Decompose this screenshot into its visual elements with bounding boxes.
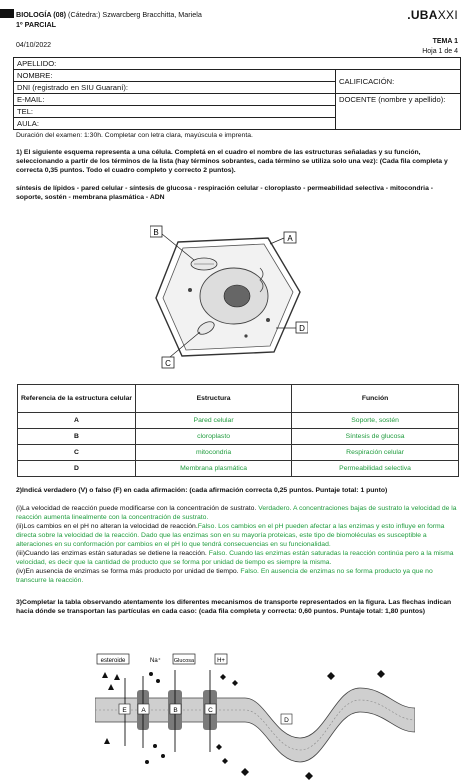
- proton-label: H+: [217, 658, 225, 664]
- student-info-table: [13, 57, 461, 130]
- exam-subtitle: 1º PARCIAL: [16, 20, 57, 29]
- label-b: B: [153, 228, 159, 237]
- table-row: [18, 461, 459, 477]
- nucleolus: [224, 285, 250, 307]
- row-ref: D: [18, 461, 136, 477]
- q2-statement: (ii)Los cambios en el pH no alteran la velocidad de reacción.: [16, 523, 198, 530]
- proton-particle: [232, 680, 238, 686]
- table-header-row: [18, 385, 459, 413]
- exam-date: 04/10/2022: [16, 42, 52, 49]
- row-ref: A: [18, 413, 136, 429]
- diamond-particle: [305, 772, 313, 780]
- sodium-particle: [161, 754, 165, 758]
- dni-field[interactable]: DNI (registrado en SIU Guaraní):: [14, 82, 336, 94]
- header-redaction-bar: [0, 9, 14, 18]
- diamond-particle: [241, 768, 249, 776]
- proton-particle: [216, 744, 222, 750]
- sodium-particle: [156, 679, 160, 683]
- label-e: E: [122, 707, 127, 714]
- q2-answer[interactable]: Verdadero. A concentraciones bajas de sustrato la velocidad de la reacción aumenta linealmente con la concentración de sustrato.: [16, 505, 457, 521]
- logo-suffix: XXI: [437, 8, 458, 22]
- email-field[interactable]: E-MAIL:: [14, 94, 336, 106]
- page-counter: Hoja 1 de 4: [422, 48, 458, 55]
- q3-prompt: 3)Completar la tabla observando atentamente los diferentes mecanismos de transporte representados en la figura. Las flechas indican hacia dónde se transportan las partículas en cada caso: (cada fila completa y correcta: 0,60 puntos. Puntaje total: 1,80 puntos): [16, 599, 452, 615]
- q1-terms: síntesis de lípidos - pared celular - síntesis de glucosa - respiración celular - cloroplasto - permeabilidad selectiva - mitocondria - soporte, sostén - membrana plasmática - ADN: [16, 185, 433, 201]
- table-row: [18, 413, 459, 429]
- diamond-particle: [327, 672, 335, 680]
- q1-answer-table: [17, 384, 459, 477]
- tel-field[interactable]: TEL:: [14, 106, 336, 118]
- sodium-particle: [149, 672, 153, 676]
- nombre-field[interactable]: NOMBRE:: [14, 70, 336, 82]
- sodium-particle: [153, 744, 157, 748]
- label-d: D: [284, 717, 289, 724]
- q2-items: [16, 504, 461, 585]
- label-a: A: [287, 234, 293, 243]
- vesicle: [188, 288, 192, 292]
- particles-top: [102, 670, 385, 690]
- steroid-particle: [114, 674, 120, 680]
- diamond-particle: [377, 670, 385, 678]
- course-name: BIOLOGÍA (08): [16, 10, 67, 19]
- plant-cell-diagram: [150, 220, 308, 370]
- steroid-particle: [108, 684, 114, 690]
- row-structure[interactable]: Pared celular: [136, 413, 292, 429]
- label-b: B: [173, 707, 178, 714]
- esteroide-label: esteroide: [100, 658, 126, 664]
- proton-particle: [220, 674, 226, 680]
- q1-prompt: 1) El siguiente esquema representa a una célula. Completá en el cuadro el nombre de las estructuras señaladas y su función, seleccionando a partir de los términos de la lista (hay términos sobrantes, cada término se utiliza solo una vez): (Cada fila completa y correcta 0,35 puntos. Todo el cuadro completo y correcto 2 puntos).: [16, 149, 448, 174]
- logo-main: .UBA: [407, 8, 438, 22]
- label-d: D: [299, 324, 305, 333]
- label-c: C: [208, 707, 213, 714]
- tema-block: [422, 37, 458, 57]
- row-ref: C: [18, 445, 136, 461]
- vesicle: [244, 334, 247, 337]
- steroid-particle: [102, 672, 108, 678]
- q2-item: [16, 549, 461, 567]
- sodium-label: Na⁺: [150, 658, 161, 664]
- aula-field[interactable]: AULA:: [14, 118, 336, 130]
- exam-instructions: Duración del examen: 1:30h. Completar con letra clara, mayúscula e imprenta.: [16, 132, 253, 139]
- q2-statement: (iv)En ausencia de enzimas se forma más producto por unidad de tiempo.: [16, 568, 241, 575]
- proton-particle: [222, 758, 228, 764]
- apellido-field[interactable]: APELLIDO:: [14, 58, 461, 70]
- docente-field: DOCENTE (nombre y apellido):: [336, 94, 461, 130]
- header-function: Función: [292, 385, 459, 413]
- q2-answer[interactable]: Falso. Cuando las enzimas están saturadas la reacción continúa pero a la misma velocidad, es decir que la cantidad de producto que se forma por unidad de tiempo es siempre la misma.: [16, 550, 454, 566]
- q2-statement: (iii)Cuando las enzimas están saturadas se detiene la reacción.: [16, 550, 209, 557]
- glucosa-label: Glucosa: [173, 658, 195, 664]
- steroid-particle: [104, 738, 110, 744]
- chair-name: (Cátedra:) Szwarcberg Bracchitta, Mariela: [66, 10, 202, 19]
- row-function[interactable]: Permeabilidad selectiva: [292, 461, 459, 477]
- header-reference: Referencia de la estructura celular: [18, 385, 136, 413]
- vesicle: [266, 318, 270, 322]
- q2-answer[interactable]: Falso. Los cambios en el pH pueden afectar a las enzimas y esto influye en forma directa sobre la velocidad de la reacción. Dado que las enzimas son en su mayoría proteicas, este tipo de biomoléculas es susceptible a alteraciones en su conformación por cambios en el pH lo que tendrá consecuencias en su funcionalidad.: [16, 523, 445, 548]
- row-function[interactable]: Soporte, sostén: [292, 413, 459, 429]
- q2-statement: (i)La velocidad de reacción puede modificarse con la concentración de sustrato.: [16, 505, 259, 512]
- tema-label: TEMA 1: [432, 38, 458, 45]
- q2-item: [16, 522, 461, 549]
- row-structure[interactable]: Membrana plasmática: [136, 461, 292, 477]
- table-row: [18, 429, 459, 445]
- q2-item: [16, 504, 461, 522]
- pointer-a: [270, 238, 284, 244]
- uba-logo: [407, 8, 458, 22]
- table-row: [18, 445, 459, 461]
- q2-item: [16, 567, 461, 585]
- row-function[interactable]: Síntesis de glucosa: [292, 429, 459, 445]
- row-structure[interactable]: mitocondria: [136, 445, 292, 461]
- membrane-transport-diagram: [95, 648, 415, 780]
- label-c: C: [165, 359, 171, 368]
- course-title: [16, 10, 202, 19]
- row-ref: B: [18, 429, 136, 445]
- q2-prompt: 2)Indicá verdadero (V) o falso (F) en cada afirmación: (cada afirmación correcta 0,25 puntos. Puntaje total: 1 punto): [16, 487, 388, 494]
- row-structure[interactable]: cloroplasto: [136, 429, 292, 445]
- q2-answer[interactable]: Falso. En ausencia de enzimas no se forma producto ya que no transcurre la reacción.: [16, 568, 433, 584]
- calificacion-field: CALIFICACIÓN:: [336, 70, 461, 94]
- sodium-particle: [145, 760, 149, 764]
- header-structure: Estructura: [136, 385, 292, 413]
- label-a: A: [141, 707, 146, 714]
- row-function[interactable]: Respiración celular: [292, 445, 459, 461]
